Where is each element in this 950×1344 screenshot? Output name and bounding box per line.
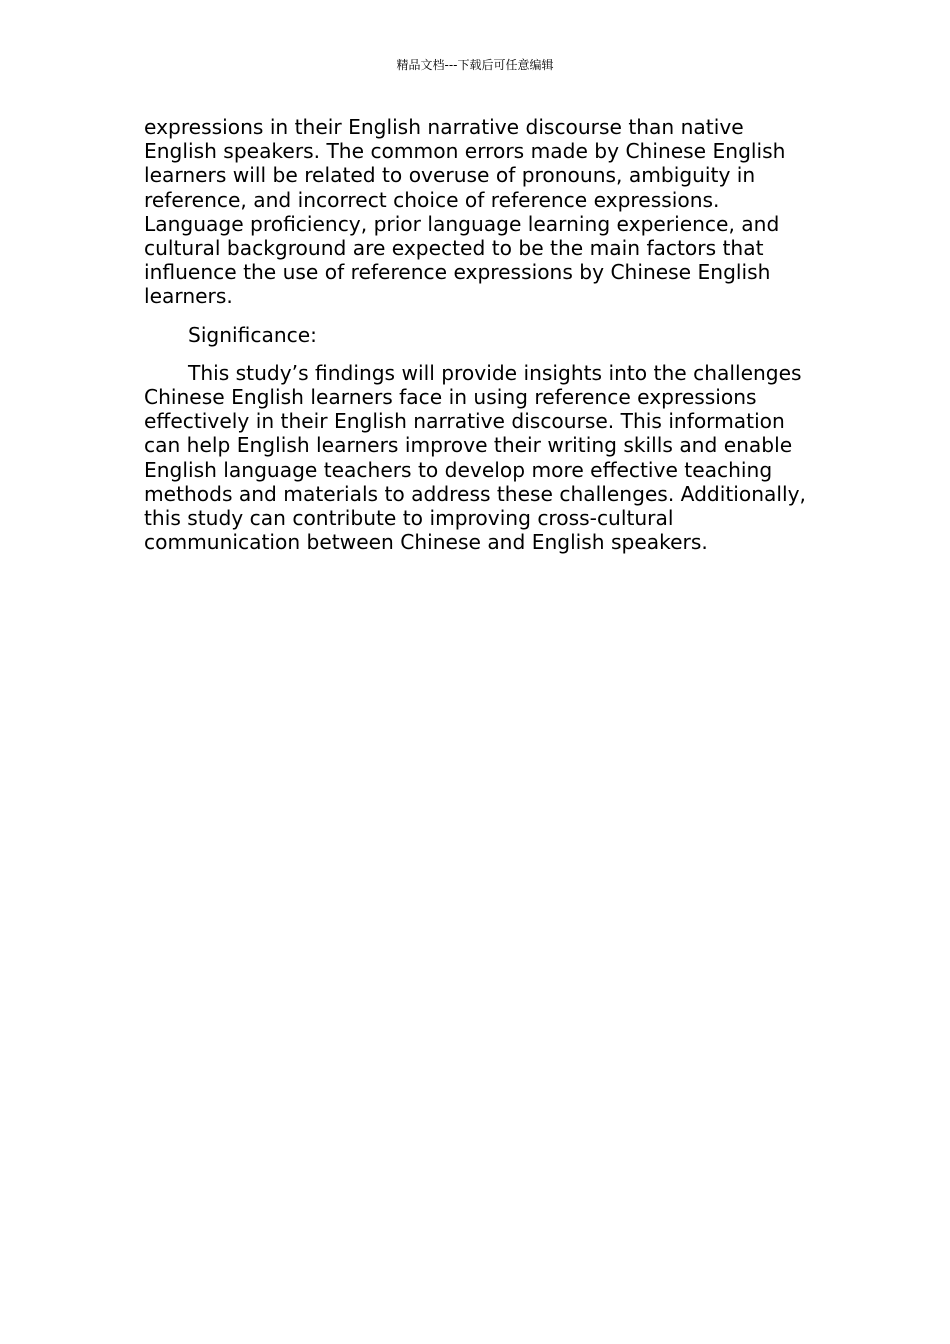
section-heading-significance: Significance:: [188, 322, 317, 347]
paragraph-hypothesis-continuation: expressions in their English narrative discourse than native English speakers. The common errors made by Chinese English learners will be related to overuse of pronouns, ambiguity in reference, and incorrect choice of reference expressions. Language proficiency, prior language learning experience, and cultural background are expected to be the main factors that influence the use of reference expressions by Chinese English learners.: [144, 115, 786, 309]
paragraph-significance: This study’s findings will provide insights into the challenges Chinese English learners face in using reference expressions effectively in their English narrative discourse. This information can help English learners improve their writing skills and enable English language teachers to develop more effective teaching methods and materials to address these challenges. Additionally, this study can contribute to improving cross-cultural communication between Chinese and English speakers.: [144, 360, 806, 555]
document-body: [144, 115, 814, 554]
page-header: 精品文档---下载后可任意编辑: [396, 58, 554, 72]
